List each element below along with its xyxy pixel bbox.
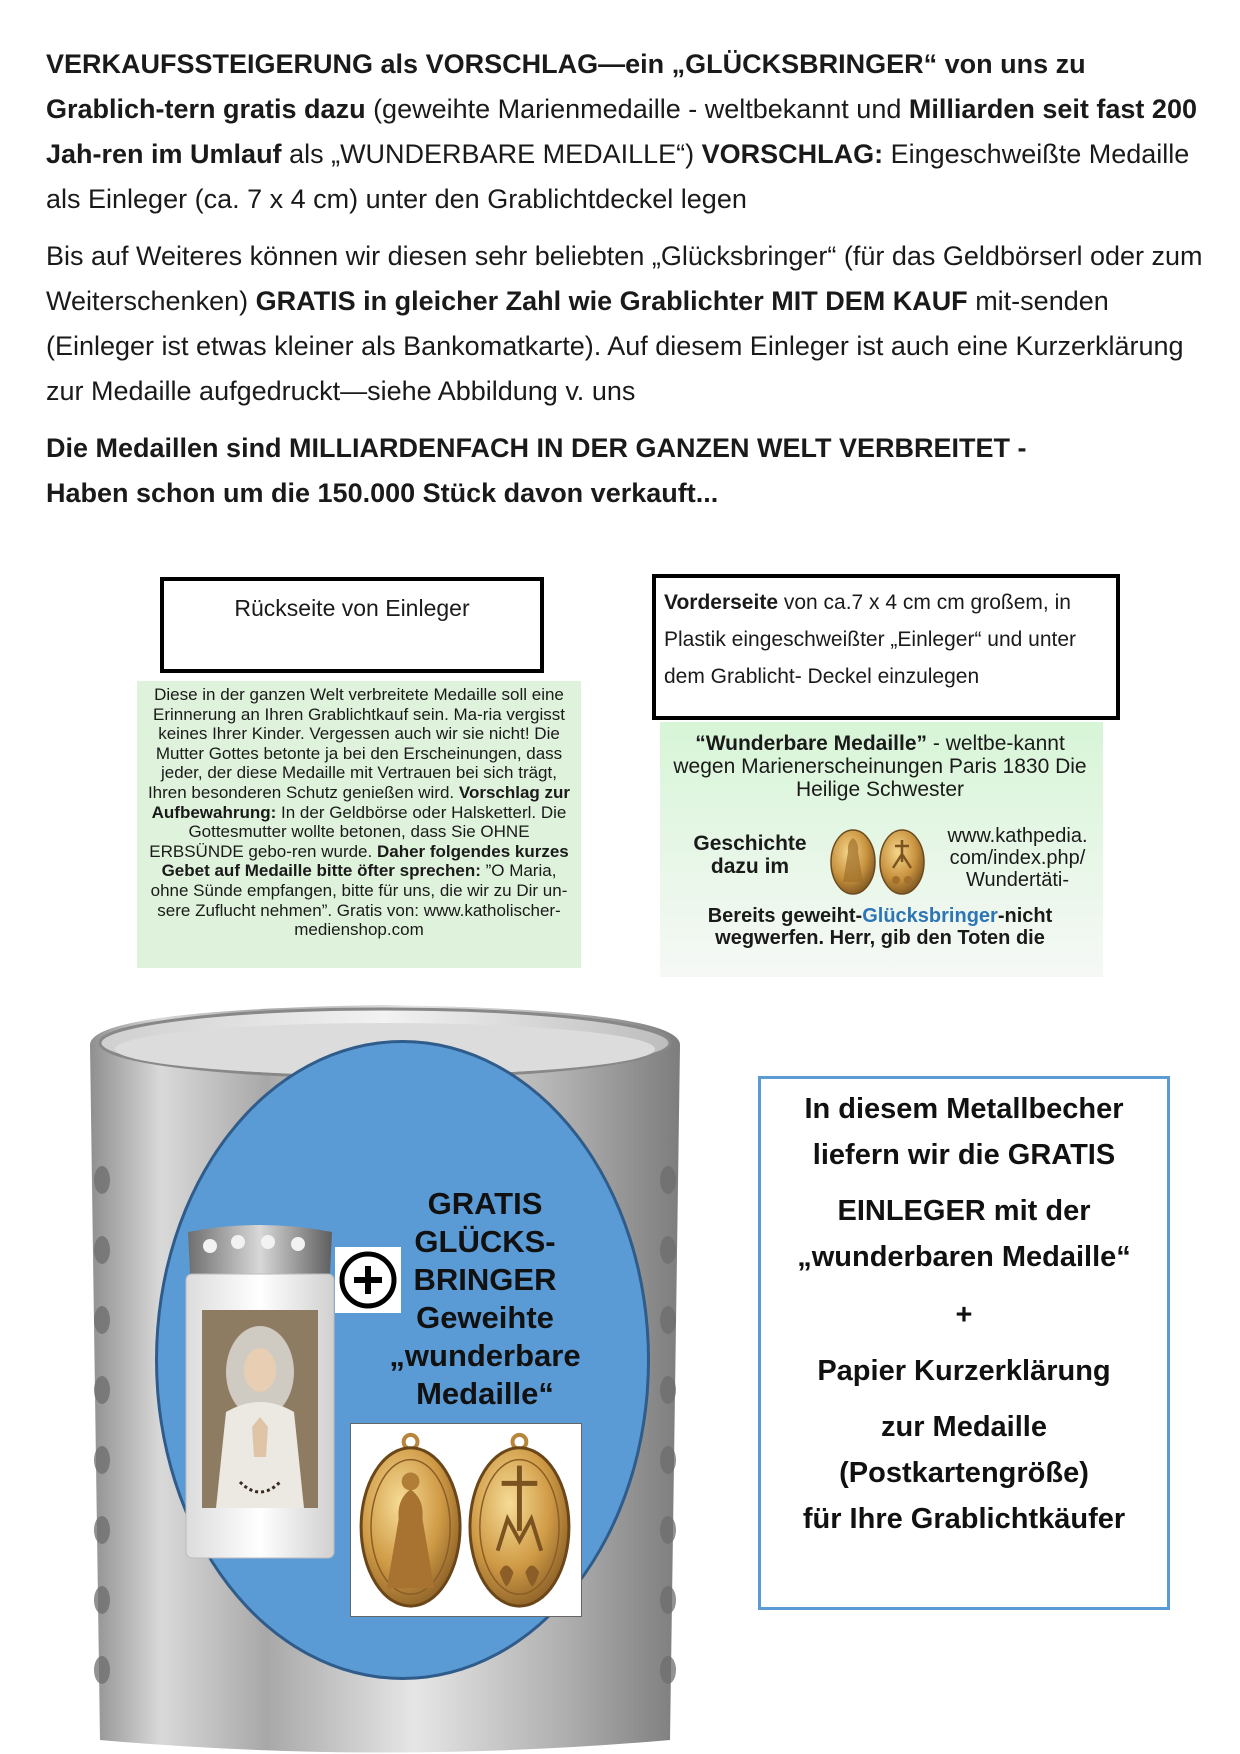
front-card-bottom-highlight: Glücksbringer xyxy=(862,905,998,927)
intro-text xyxy=(46,42,1206,528)
info-box-line: liefern wir die GRATIS xyxy=(812,1139,1116,1171)
back-text-run: In der Geldbörse oder Halsketterl. Die Gottesmutter wollte betonen, dass Sie OHNE ERBSÜNDE gebo-ren wurde. xyxy=(149,802,567,861)
intro-paragraph-2 xyxy=(46,234,1206,414)
front-card-bottom-b: -nicht wegwerfen. Herr, gib den Toten die xyxy=(715,905,1053,949)
back-text-run: Daher folgendes kurzes Gebet auf Medaille bitte öfter sprechen: xyxy=(161,841,569,881)
oval-text-line: GLÜCKS- xyxy=(414,1224,556,1259)
intro-p1-run: (geweihte Marienmedaille - weltbekannt und xyxy=(365,94,909,124)
info-box-line: für Ihre Grablichtkäufer xyxy=(802,1503,1126,1535)
intro-p1-run: Milliarden seit fast 200 Jah-ren im Umlauf xyxy=(46,94,1197,169)
front-label-run: Vorderseite xyxy=(664,591,778,614)
back-text-run: ”O Maria, ohne Sünde empfangen, bitte für uns, die wir zu Dir un-sere Zuflucht nehmen”. Gratis von: www.katholischer-medienshop.com xyxy=(150,861,568,940)
info-box-line: zur Medaille xyxy=(881,1411,1047,1443)
info-box-line: „wunderbaren Medaille“ xyxy=(797,1241,1131,1273)
info-box-line: Papier Kurzerklärung xyxy=(817,1355,1111,1387)
info-box-line: + xyxy=(955,1299,973,1331)
intro-p2-run: mit-senden (Einleger ist etwas kleiner als Bankomatkarte). Auf diesem Einleger ist auch eine Kurzerklärung zur Medaille aufgedruckt—siehe Abbildung v. uns xyxy=(46,286,1184,406)
front-card-title-rest: - weltbe-kannt wegen Marienerscheinungen Paris 1830 Die Heilige Schwester xyxy=(673,732,1087,801)
small-medal-image xyxy=(825,824,930,899)
intro-paragraph-3 xyxy=(46,426,1206,516)
back-label-box xyxy=(160,577,544,673)
info-box-line: (Postkartengröße) xyxy=(839,1457,1089,1489)
intro-p1-run: VORSCHLAG: xyxy=(701,139,884,169)
grave-candle-image xyxy=(180,1222,340,1562)
oval-text xyxy=(370,1185,600,1413)
insert-back-card xyxy=(137,681,581,968)
front-card-right-text: www.kathpedia. com/index.php/ Wundertäti- xyxy=(947,825,1088,891)
intro-p2-run: GRATIS in gleicher Zahl wie Grablichter MIT DEM KAUF xyxy=(255,286,968,316)
front-card-bottom-a: Bereits geweiht- xyxy=(707,905,863,927)
insert-front-card xyxy=(660,722,1103,977)
oval-text-line: GRATIS xyxy=(427,1186,543,1221)
back-text-run: Vorschlag zur Aufbewahrung: xyxy=(151,782,571,822)
info-box-line: In diesem Metallbecher xyxy=(804,1093,1124,1125)
info-box-line: EINLEGER mit der xyxy=(837,1195,1091,1227)
front-card-left-text: Geschichte dazu im xyxy=(693,832,807,878)
intro-p1-run: als „WUNDERBARE MEDAILLE“) xyxy=(281,139,702,169)
oval-text-line: Geweihte xyxy=(416,1300,554,1335)
info-box xyxy=(758,1076,1170,1610)
intro-p3-line2: Haben schon um die 150.000 Stück davon verkauft... xyxy=(46,478,719,508)
back-text-run: Diese in der ganzen Welt verbreitete Medaille soll eine Erinnerung an Ihren Grablichtkauf sein. Ma-ria vergisst keines Ihrer Kinder. Vergessen auch wir sie nicht! Die Mutter Gottes betonte ja bei den Erscheinungen, dass jeder, der diese Medaille mit Vertrauen bei sich trägt, Ihren besonderen Schutz genießen wird. xyxy=(147,685,565,802)
intro-p3-line1: Die Medaillen sind MILLIARDENFACH IN DER GANZEN WELT VERBREITET - xyxy=(46,433,1027,463)
front-card-title-bold: “Wunderbare Medaille” xyxy=(695,732,928,755)
oval-text-line: „wunderbare xyxy=(389,1338,581,1373)
intro-p1-run: Eingeschweißte Medaille als Einleger (ca. 7 x 4 cm) unter den Grablichtdeckel legen xyxy=(46,139,1190,214)
intro-paragraph-1 xyxy=(46,42,1206,222)
oval-text-line: Medaille“ xyxy=(416,1376,554,1411)
front-label-run: von ca.7 x 4 cm cm großem, in Plastik eingeschweißter „Einleger“ und unter dem Grablicht- Deckel einzulegen xyxy=(664,591,1077,688)
oval-text-line: BRINGER xyxy=(413,1262,557,1297)
back-label-text: Rückseite von Einleger xyxy=(234,595,470,621)
front-card-bottom-text xyxy=(670,905,1090,949)
intro-p1-run: VERKAUFSSTEIGERUNG als VORSCHLAG—ein „GLÜCKSBRINGER“ von uns zu Grablich-tern gratis dazu xyxy=(46,49,1086,124)
miraculous-medal-image xyxy=(350,1423,582,1617)
front-label-box xyxy=(652,574,1120,720)
front-card-title xyxy=(670,732,1090,801)
intro-p2-run: Bis auf Weiteres können wir diesen sehr beliebten „Glücksbringer“ (für das Geldbörserl oder zum Weiterschenken) xyxy=(46,241,1203,316)
